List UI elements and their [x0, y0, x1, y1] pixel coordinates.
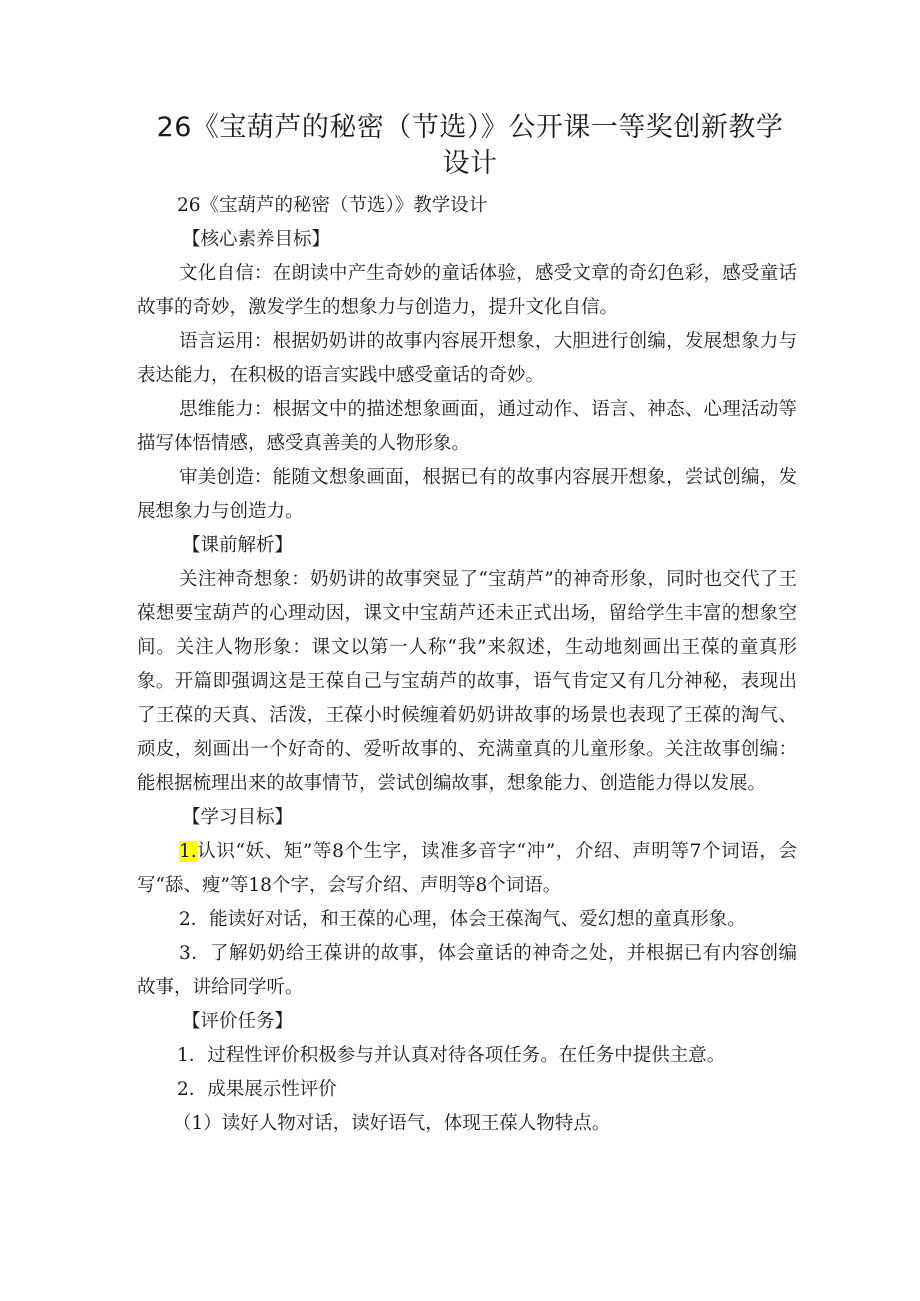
- core-item-culture: 文化自信：在朗读中产生奇妙的童话体验，感受文章的奇幻色彩，感受童话故事的奇妙，激发学生的想象力与创造力，提升文化自信。: [137, 263, 797, 318]
- goal-item-2: 2．能读好对话，和王葆的心理，体会王葆淘气、爱幻想的童真形象。: [179, 909, 746, 930]
- eval-item-2-sub-1: （1）读好人物对话，读好语气，体现王葆人物特点。: [173, 1113, 611, 1134]
- section-heading-goals: 【学习目标】: [182, 807, 294, 828]
- goal-1-number-highlighted: 1.: [179, 841, 197, 862]
- document-body: [137, 189, 797, 1141]
- goal-1-text: 认识“妖、矩”等8个生字，读准多音字“冲”，介绍、声明等7个词语，会写“舔、瘦”等18个字，会写介绍、声明等8个词语。: [137, 841, 797, 896]
- eval-item-2: 2．成果展示性评价: [177, 1079, 337, 1100]
- section-heading-analysis: 【课前解析】: [182, 535, 294, 556]
- document-title: 26《宝葫芦的秘密（节选）》公开课一等奖创新教学设计: [156, 112, 784, 179]
- core-item-aesthetic: 审美创造：能随文想象画面，根据已有的故事内容展开想象，尝试创编，发展想象力与创造力。: [137, 467, 797, 522]
- goal-item-1: [137, 835, 797, 903]
- goal-item-3: 3．了解奶奶给王葆讲的故事，体会童话的神奇之处，并根据已有内容创编故事，讲给同学听。: [137, 943, 797, 998]
- section-heading-eval: 【评价任务】: [182, 1011, 294, 1032]
- core-item-thinking: 思维能力：根据文中的描述想象画面，通过动作、语言、神态、心理活动等描写体悟情感，感受真善美的人物形象。: [137, 399, 797, 454]
- core-item-language: 语言运用：根据奶奶讲的故事内容展开想象，大胆进行创编，发展想象力与表达能力，在积极的语言实践中感受童话的奇妙。: [137, 331, 797, 386]
- analysis-paragraph: 关注神奇想象：奶奶讲的故事突显了“宝葫芦”的神奇形象，同时也交代了王葆想要宝葫芦的心理动因，课文中宝葫芦还未正式出场，留给学生丰富的想象空间。关注人物形象：课文以第一人称“我”来叙述，生动地刻画出王葆的童真形象。开篇即强调这是王葆自己与宝葫芦的故事，语气肯定又有几分神秘，表现出了王葆的天真、活泼，王葆小时候缠着奶奶讲故事的场景也表现了王葆的淘气、顽皮，刻画出一个好奇的、爱听故事的、充满童真的儿童形象。关注故事创编：能根据梳理出来的故事情节，尝试创编故事，想象能力、创造能力得以发展。: [137, 569, 797, 794]
- section-heading-core: 【核心素养目标】: [182, 229, 331, 250]
- document-subtitle: 26《宝葫芦的秘密（节选）》教学设计: [177, 195, 488, 216]
- eval-item-1: 1．过程性评价积极参与并认真对待各项任务。在任务中提供主意。: [177, 1045, 726, 1066]
